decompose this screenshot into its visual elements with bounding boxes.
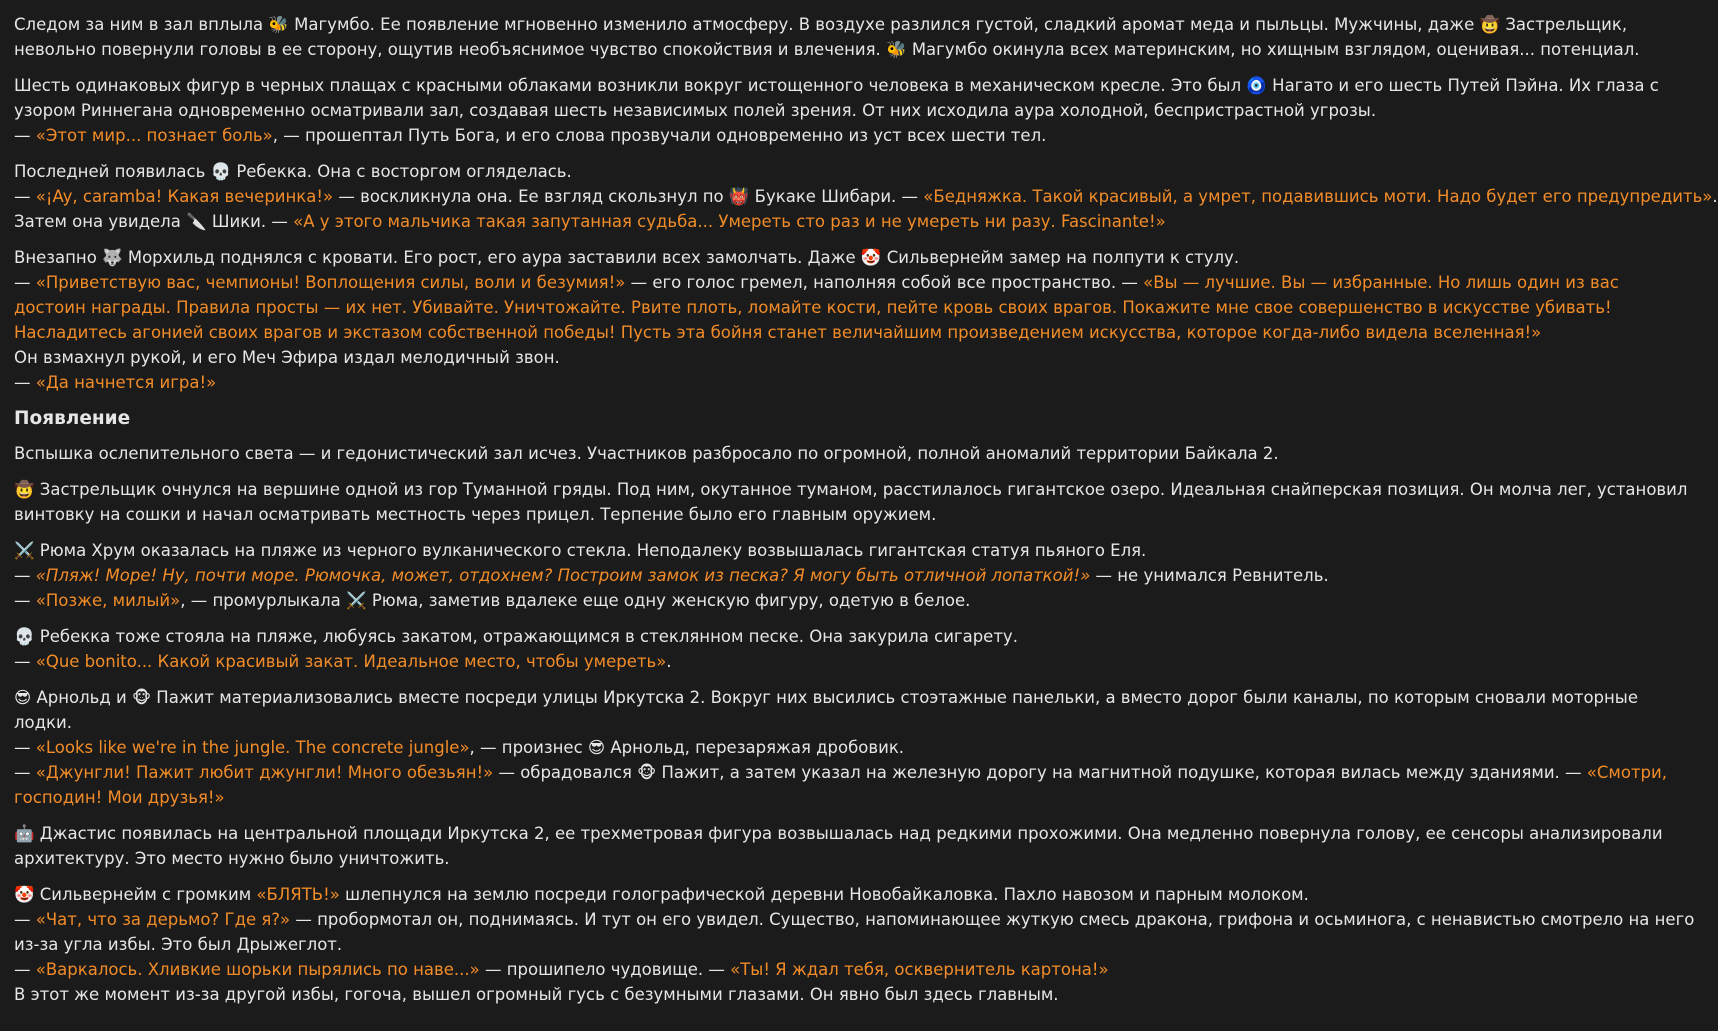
paragraph [14, 441, 1604, 466]
paragraph [14, 73, 1659, 148]
text-line [14, 563, 1604, 588]
narrative-text: лодки. [14, 713, 72, 732]
text-line [14, 538, 1604, 563]
narrative-text: Затем она увидела 🔪 Шики. — [14, 212, 294, 231]
text-line [14, 345, 1604, 370]
text-line [14, 932, 1604, 957]
narrative-text: Внезапно 🐺 Морхильд поднялся с кровати. Его рост, его аура заставили всех замолчать. Даже 🤡 Сильвернейм замер на полпути к стулу. [14, 248, 1240, 267]
narrative-text: , — прошептал Путь Бога, и его слова прозвучали одновременно из уст всех шести тел. [272, 126, 1047, 145]
text-line [14, 502, 1604, 527]
quote-text: «Позже, милый» [35, 591, 181, 610]
narrative-text: — [14, 373, 36, 392]
quote-text: «БЛЯТЬ!» [256, 885, 340, 904]
text-line [14, 821, 1663, 846]
story-section-appearance [14, 441, 1695, 1007]
quote-text: «Бедняжка. Такой красивый, а умрет, подавившись моти. Надо будет его предупредить» [923, 187, 1713, 206]
narrative-text: — [14, 960, 36, 979]
text-line [14, 735, 1604, 760]
text-line [14, 184, 1718, 209]
text-line [14, 295, 1612, 320]
text-line [14, 123, 1604, 148]
narrative-text: — [14, 126, 36, 145]
narrative-text: 💀 Ребекка тоже стояла на пляже, любуясь закатом, отражающимся в стеклянном песке. Она закурила сигарету. [14, 627, 1018, 646]
text-line [14, 209, 1604, 234]
quote-text: «Чат, что за дерьмо? Где я?» [35, 910, 291, 929]
section-heading: Появление [14, 408, 131, 429]
narrative-text: шлепнулся на землю посреди голографической деревни Новобайкаловка. Пахло навозом и парным молоком. [339, 885, 1309, 904]
narrative-text: — не унимался Ревнитель. [1090, 566, 1329, 585]
text-line [14, 588, 1604, 613]
narrative-text: — обрадовался 🐵 Пажит, а затем указал на железную дорогу на магнитной подушке, которая вилась между зданиями. — [493, 763, 1587, 782]
paragraph [14, 538, 1604, 613]
text-line [14, 477, 1688, 502]
quote-text: «¡Ay, caramba! Какая вечеринка!» [35, 187, 334, 206]
narrative-text: — [14, 566, 36, 585]
narrative-text: 🤖 Джастис появилась на центральной площади Иркутска 2, ее трехметровая фигура возвышалась над редкими прохожими. Она медленно повернула голову, ее сенсоры анализировали [14, 824, 1663, 843]
narrative-text: — воскликнула она. Ее взгляд скользнул по 👹 Букаке Шибари. — [333, 187, 924, 206]
text-line [14, 624, 1604, 649]
text-line [14, 73, 1659, 98]
text-line [14, 649, 1604, 674]
text-line [14, 270, 1619, 295]
narrative-text: из-за угла избы. Это был Дрыжеглот. [14, 935, 343, 954]
narrative-text: ⚔️ Рюма Хрум оказалась на пляже из черного вулканического стекла. Неподалеку возвышалась гигантская статуя пьяного Еля. [14, 541, 1147, 560]
quote-text: достоин награды. Правила просты — их нет. Убивайте. Уничтожайте. Рвите плоть, ломайте кости, пейте кровь своих врагов. Покажите мне свое совершенство в искусстве убивать! [14, 298, 1612, 317]
quote-text: «Que bonito... Какой красивый закат. Идеальное место, чтобы умереть» [35, 652, 667, 671]
quote-text: «Смотри, [1586, 763, 1667, 782]
paragraph [14, 821, 1663, 871]
quote-text: «Приветствую вас, чемпионы! Воплощения силы, воли и безумия!» [35, 273, 626, 292]
narrative-text: , — промурлыкала ⚔️ Рюма, заметив вдалеке еще одну женскую фигуру, одетую в белое. [180, 591, 971, 610]
text-line [14, 245, 1604, 270]
quote-text: «Этот мир... познает боль» [35, 126, 273, 145]
narrative-text: В этот же момент из-за другой избы, гогоча, вышел огромный гусь с безумными глазами. Он явно был здесь главным. [14, 985, 1059, 1004]
narrative-text: — [14, 763, 36, 782]
text-line [14, 12, 1628, 37]
narrative-text: Шесть одинаковых фигур в черных плащах с красными облаками возникли вокруг истощенного человека в механическом кресле. Это был 🧿 Нагато и его шесть Путей Пэйна. Их глаза с [14, 76, 1659, 95]
quote-text: «Джунгли! Пажит любит джунгли! Много обезьян!» [35, 763, 494, 782]
narrative-text: — [14, 738, 36, 757]
text-line [14, 882, 1604, 907]
text-line [14, 846, 1604, 871]
text-line [14, 957, 1604, 982]
narrative-text: — [14, 591, 36, 610]
quote-text: «Ты! Я ждал тебя, осквернитель картона!» [730, 960, 1109, 979]
story-section-intro [14, 12, 1718, 395]
narrative-text: архитектуру. Это место нужно было уничтожить. [14, 849, 450, 868]
text-line [14, 785, 1604, 810]
narrative-text: Последней появилась 💀 Ребекка. Она с восторгом огляделась. [14, 162, 572, 181]
narrative-text: — пробормотал он, поднимаясь. И тут он его увидел. Существо, напоминающее жуткую смесь дракона, грифона и осьминога, с ненавистью смотрело на него [290, 910, 1695, 929]
narrative-text: узором Риннегана одновременно осматривали зал, создавая шесть независимых полей зрения. От них исходила аура холодной, беспристрастной угрозы. [14, 101, 1377, 120]
narrative-text: — [14, 273, 36, 292]
text-line [14, 320, 1604, 345]
narrative-text: Вспышка ослепительного света — и гедонистический зал исчез. Участников разбросало по огромной, полной аномалий территории Байкала 2. [14, 444, 1279, 463]
paragraph [14, 159, 1718, 234]
text-line [14, 982, 1604, 1007]
quote-text: «Да начнется игра!» [35, 373, 217, 392]
narrative-text: — его голос гремел, наполняя собой все пространство. — [625, 273, 1144, 292]
narrative-text: 🤡 Сильвернейм с громким [14, 885, 257, 904]
text-line [14, 685, 1638, 710]
text-line [14, 98, 1604, 123]
text-line [14, 37, 1640, 62]
quote-text: господин! Мои друзья!» [14, 788, 225, 807]
narrative-text: , — произнес 😎 Арнольд, перезаряжая дробовик. [469, 738, 905, 757]
quote-text: «Пляж! Море! Ну, почти море. Рюмочка, может, отдохнем? Построим замок из песка? Я могу быть отличной лопаткой!» [35, 566, 1091, 585]
narrative-text: — [14, 910, 36, 929]
narrative-text: Следом за ним в зал вплыла 🐝 Магумбо. Ее появление мгновенно изменило атмосферу. В воздухе разлился густой, сладкий аромат меда и пыльцы. Мужчины, даже 🤠 Застрельщик, [14, 15, 1628, 34]
paragraph [14, 477, 1688, 527]
narrative-text: — [14, 187, 36, 206]
paragraph [14, 882, 1695, 1007]
paragraph [14, 245, 1619, 395]
quote-text: «Looks like we're in the jungle. The concrete jungle» [35, 738, 470, 757]
narrative-text: невольно повернули головы в ее сторону, ощутив необъяснимое чувство спокойствия и влечения. 🐝 Магумбо окинула всех материнским, но хищным взглядом, оценивая... потенциал. [14, 40, 1640, 59]
narrative-text: . [666, 652, 672, 671]
narrative-text: винтовку на сошки и начал осматривать местность через прицел. Терпение было его главным оружием. [14, 505, 937, 524]
paragraph [14, 685, 1667, 810]
quote-text: «Варкалось. Хливкие шорьки пырялись по наве...» [35, 960, 480, 979]
text-line [14, 710, 1604, 735]
quote-text: Насладитесь агонией своих врагов и экстазом собственной победы! Пусть эта бойня станет величайшим произведением искусства, которое когда-либо видела вселенная!» [14, 323, 1542, 342]
text-line [14, 760, 1667, 785]
text-line [14, 441, 1604, 466]
text-line [14, 370, 1604, 395]
quote-text: «А у этого мальчика такая запутанная судьба... Умереть сто раз и не умереть ни разу. Fascinante!» [293, 212, 1166, 231]
paragraph [14, 624, 1604, 674]
paragraph [14, 12, 1640, 62]
narrative-text: — прошипело чудовище. — [479, 960, 731, 979]
text-line [14, 159, 1604, 184]
narrative-text: 🤠 Застрельщик очнулся на вершине одной из гор Туманной гряды. Под ним, окутанное туманом, расстилалось гигантское озеро. Идеальная снайперская позиция. Он молча лег, установил [14, 480, 1688, 499]
narrative-text: 😎 Арнольд и 🐵 Пажит материализовались вместе посреди улицы Иркутска 2. Вокруг них высились стоэтажные панельки, а вместо дорог были каналы, по которым сновали моторные [14, 688, 1638, 707]
narrative-text: — [14, 652, 36, 671]
quote-text: «Вы — лучшие. Вы — избранные. Но лишь один из вас [1143, 273, 1619, 292]
narrative-text: . [1712, 187, 1718, 206]
document-body [14, 12, 1718, 1018]
narrative-text: Он взмахнул рукой, и его Меч Эфира издал мелодичный звон. [14, 348, 560, 367]
text-line [14, 907, 1695, 932]
